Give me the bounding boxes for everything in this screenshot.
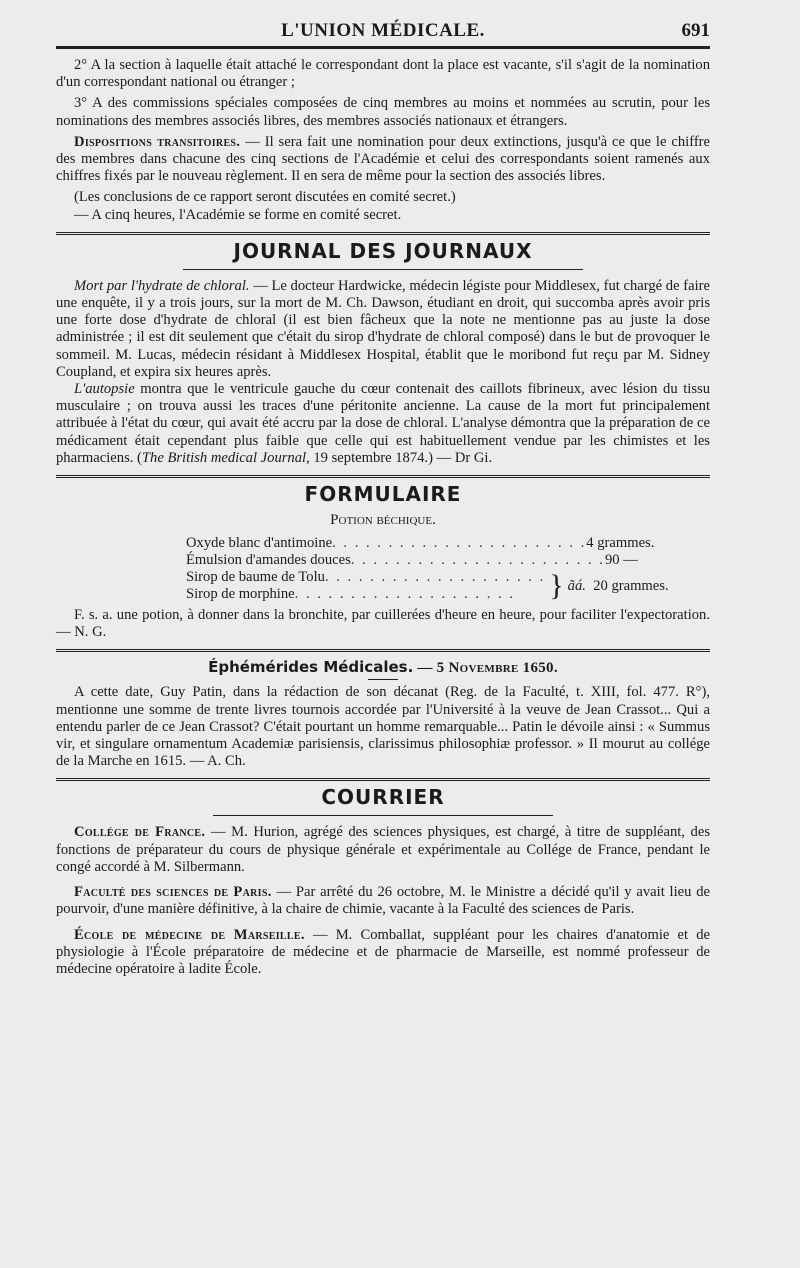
section-rule <box>56 475 710 478</box>
page-number: 691 <box>681 20 710 41</box>
recipe-row: Sirop de morphine . . . . . . . . . . . . . . . . . . . . <box>186 586 515 603</box>
intro-paragraph-3 <box>56 134 710 186</box>
transitional-label: Dispositions transitoires. <box>74 133 241 150</box>
courrier-item-label: Collége de France. <box>74 824 206 841</box>
formulaire-section <box>56 482 710 641</box>
journal-paragraph-1 <box>56 278 710 381</box>
courrier-item-label: Faculté des sciences de Paris. <box>74 884 272 901</box>
courrier-item-label: École de médecine de Marseille. <box>74 926 305 943</box>
intro-section <box>56 57 710 224</box>
transitional-text: — Il sera fait une nomination pour deux extinctions, jusqu'à ce que le chiffre des membres dans chacune des cinq sections de l'Académie et celui des correspondants soient ramenés aux chiffres fixés par le nouveau règlement. Il en sera de même pour la section des associés libres. <box>56 133 711 185</box>
ephemerides-date: — 5 Novembre 1650. <box>413 660 558 677</box>
courrier-item-text: — M. Comballat, suppléant pour les chaires d'anatomie et de physiologie à l'École préparatoire de médecine et de pharmacie de Marseille, est nommé professeur de médecine opératoire à ladite École. <box>56 926 710 977</box>
intro-paragraph-2: 3° A des commissions spéciales composées de cinq membres au moins et nommées au scrutin, pour les nominations des membres associés libres, des membres associés nationaux et étrangers. <box>56 95 710 129</box>
ingredient: Sirop de morphine <box>186 586 295 603</box>
running-title: L'UNION MÉDICALE. <box>281 20 485 41</box>
quantity: 90 — <box>604 552 638 569</box>
quantity: 20 grammes. <box>593 577 669 594</box>
recipe-row: Sirop de baume de Tolu . . . . . . . . . . . . . . . . . . . . <box>186 569 546 586</box>
courrier-title: COURRIER <box>321 785 445 810</box>
journal-paragraph-2 <box>56 381 710 467</box>
formulaire-subtitle: Potion béchique. <box>330 512 436 529</box>
section-rule <box>56 232 710 235</box>
section-rule <box>56 778 710 781</box>
ingredient: Oxyde blanc d'antimoine <box>186 535 333 552</box>
autopsy-text: montra que le ventricule gauche du cœur contenait des caillots fibrineux, avec lésion du tissu musculaire ; on trouva aussi les traces d'une péritonite ancienne. La cause de la mort fut principalement attribuée à l'état du cœur, qui avait été accru par la dose de chloral. L'analyse démontra que la préparation de ce médicament était cependant plus faible que celle qui est habituellement vendue par les chimistes et les pharmaciens. ( <box>56 381 710 466</box>
courrier-item-text: — Par arrêté du 26 octobre, M. le Ministre a décidé qu'il y avait lieu de pourvoir, d'une manière définitive, à la chaire de chimie, vacante à la Faculté des sciences de Paris. <box>56 884 711 918</box>
courrier-item <box>56 824 710 876</box>
ingredient: Émulsion d'amandes douces <box>186 552 351 569</box>
ingredient: Sirop de baume de Tolu <box>186 569 325 586</box>
courrier-item <box>56 927 710 979</box>
quantity: 4 grammes. <box>586 535 655 552</box>
journal-article-text: — Le docteur Hardwicke, médecin légiste pour Middlesex, fut chargé de faire une enquête, il y a trois jours, sur la mort de M. Ch. Dawson, étudiant en droit, qui succomba après avoir pris une forte dose d'hydrate de chloral (il est bien fâcheux que la note ne mentionne pas au juste la dose administrée ; il est dit seulement que c'était du sirop d'hydrate de chloral composé) dans le but de provoquer le sommeil. M. Lucas, médecin résidant à Middlesex Hospital, établit que le moribond fut reçu par M. Sidney Coupland, et expira six heures après. <box>56 277 710 380</box>
journal-article-title: Mort par l'hydrate de chloral. <box>74 277 250 294</box>
formulaire-title: FORMULAIRE <box>304 482 462 507</box>
courrier-section <box>56 785 710 978</box>
section-rule <box>56 649 710 652</box>
formulaire-note: F. s. a. une potion, à donner dans la bronchite, par cuillerées d'heure en heure, pour faciliter l'expectoration. — N. G. <box>56 607 710 641</box>
journal-section <box>56 239 710 467</box>
courrier-item-text: — M. Hurion, agrégé des sciences physiques, est chargé, à titre de suppléant, des fonctions de préparateur du cours de physique générale et expérimentale au Collége de France, pendant le congé accordé à M. Silbermann. <box>56 824 710 875</box>
ephemerides-title: Éphémérides Médicales. <box>208 658 414 677</box>
courrier-item <box>56 884 710 918</box>
autopsy-label: L'autopsie <box>74 381 135 398</box>
recipe <box>186 535 669 603</box>
journal-source: The British medical Journal, <box>141 449 310 466</box>
ana-mark: ãá. <box>567 577 586 594</box>
journal-title: JOURNAL DES JOURNAUX <box>233 238 533 263</box>
page-header <box>56 10 710 46</box>
intro-paragraph-4: (Les conclusions de ce rapport seront discutées en comité secret.) <box>74 189 456 206</box>
intro-paragraph-5: — A cinq heures, l'Académie se forme en comité secret. <box>74 206 402 223</box>
brace-symbol: } <box>549 569 564 603</box>
ephemerides-text: A cette date, Guy Patin, dans la rédaction de son décanat (Reg. de la Faculté, t. XIII, fol. 477. R°), mentionne une somme de trente livres tournois accordée par l'Université à la veuve de Jean Crassot... Qui a entendu parler de ce Jean Crassot? C'était pourtant un homme remarquable... Patin le dévoile ainsi : « Summus vir, et singulare ornamentum Academiæ parisiensis, clarissimus philosophiæ professor. » Il mourut au collége de la Marche en 1615. — A. Ch. <box>56 684 710 770</box>
journal-signature: 19 septembre 1874.) — Dr Gi. <box>309 449 493 466</box>
intro-paragraph-1: 2° A la section à laquelle était attaché le correspondant dont la place est vacante, s'il s'agit de la nomination d'un correspondant national ou étranger ; <box>56 57 710 91</box>
ephemerides-heading <box>56 658 710 677</box>
recipe-row: Oxyde blanc d'antimoine . . . . . . . . . . . . . . . . . . . . . . . 4 grammes. <box>186 535 655 552</box>
recipe-row: Émulsion d'amandes douces . . . . . . . . . . . . . . . . . . . . . . . 90 — <box>186 552 638 569</box>
ephemerides-section <box>56 658 710 770</box>
recipe-brace-group <box>186 569 669 603</box>
